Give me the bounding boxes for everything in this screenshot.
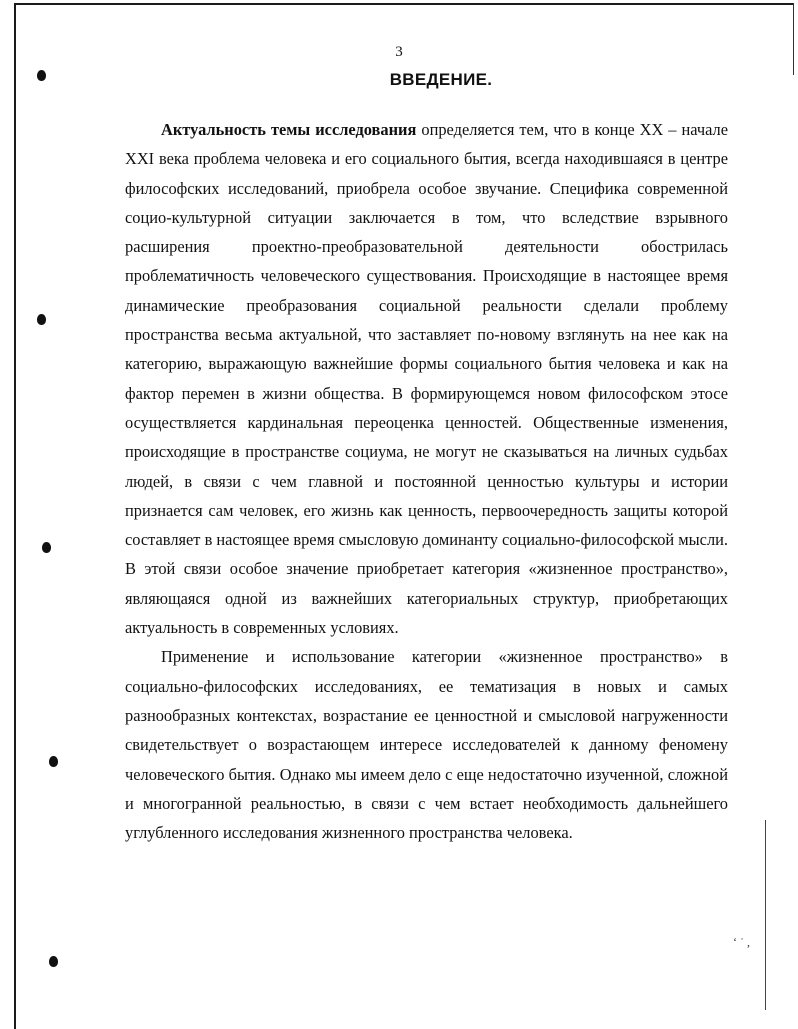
paragraph-lead: Актуальность темы исследования — [161, 120, 417, 139]
scan-specks: ‘ ˙ , — [733, 935, 750, 949]
scan-margin-line — [765, 820, 766, 1010]
paragraph-relevance — [125, 115, 728, 642]
punch-hole-mark — [49, 956, 58, 967]
punch-hole-mark — [37, 314, 46, 325]
scan-border-left — [14, 3, 16, 1029]
paragraph-text: Применение и использование категории «жизненное пространство» в социально-философских исследованиях, ее тематизация в новых и самых разнообразных контекстах, возрастание ее ценностной и смысловой нагруженности свидетельствует о возрастающем интересе исследователей к данному феномену человеческого бытия. Однако мы имеем дело с еще недостаточно изученной, сложной и многогранной реальностью, в связи с чем встает необходимость дальнейшего углубленного исследования жизненного пространства человека. — [125, 647, 728, 843]
punch-hole-mark — [42, 542, 51, 553]
punch-hole-mark — [49, 756, 58, 767]
paragraph-category-usage — [125, 642, 728, 847]
page-number: 3 — [395, 44, 403, 60]
page-heading: ВВЕДЕНИЕ. — [389, 70, 493, 89]
paragraph-text: определяется тем, что в конце XX – начале XXI века проблема человека и его социального бытия, всегда находившаяся в центре философских исследований, приобрела особое звучание. Специфика современной социо-культурной ситуации заключается в том, что вследствие взрывного расширения проектно-преобразовательной деятельности обострилась проблематичность человеческого существования. Происходящие в настоящее время динамические преобразования социальной реальности сделали проблему пространства весьма актуальной, что заставляет по-новому взглянуть на нее как на категорию, выражающую важнейшие формы социального бытия человека и как на фактор перемен в жизни общества. В формирующемся новом философском этосе осуществляется кардинальная переоценка ценностей. Общественные изменения, происходящие в пространстве социума, не могут не сказываться на личных судьбах людей, в связи с чем главной и постоянной ценностью культуры и истории признается сам человек, его жизнь как ценность, первоочередность защиты которой составляет в настоящее время смысловую доминанту социально-философской мысли. В этой связи особое значение приобретает категория «жизненное пространство», являющаяся одной из важнейших категориальных структур, приобретающих актуальность в современных условиях. — [125, 120, 729, 638]
document-body — [125, 115, 728, 847]
scan-border-top — [14, 3, 794, 5]
scan-border-right — [793, 3, 794, 75]
